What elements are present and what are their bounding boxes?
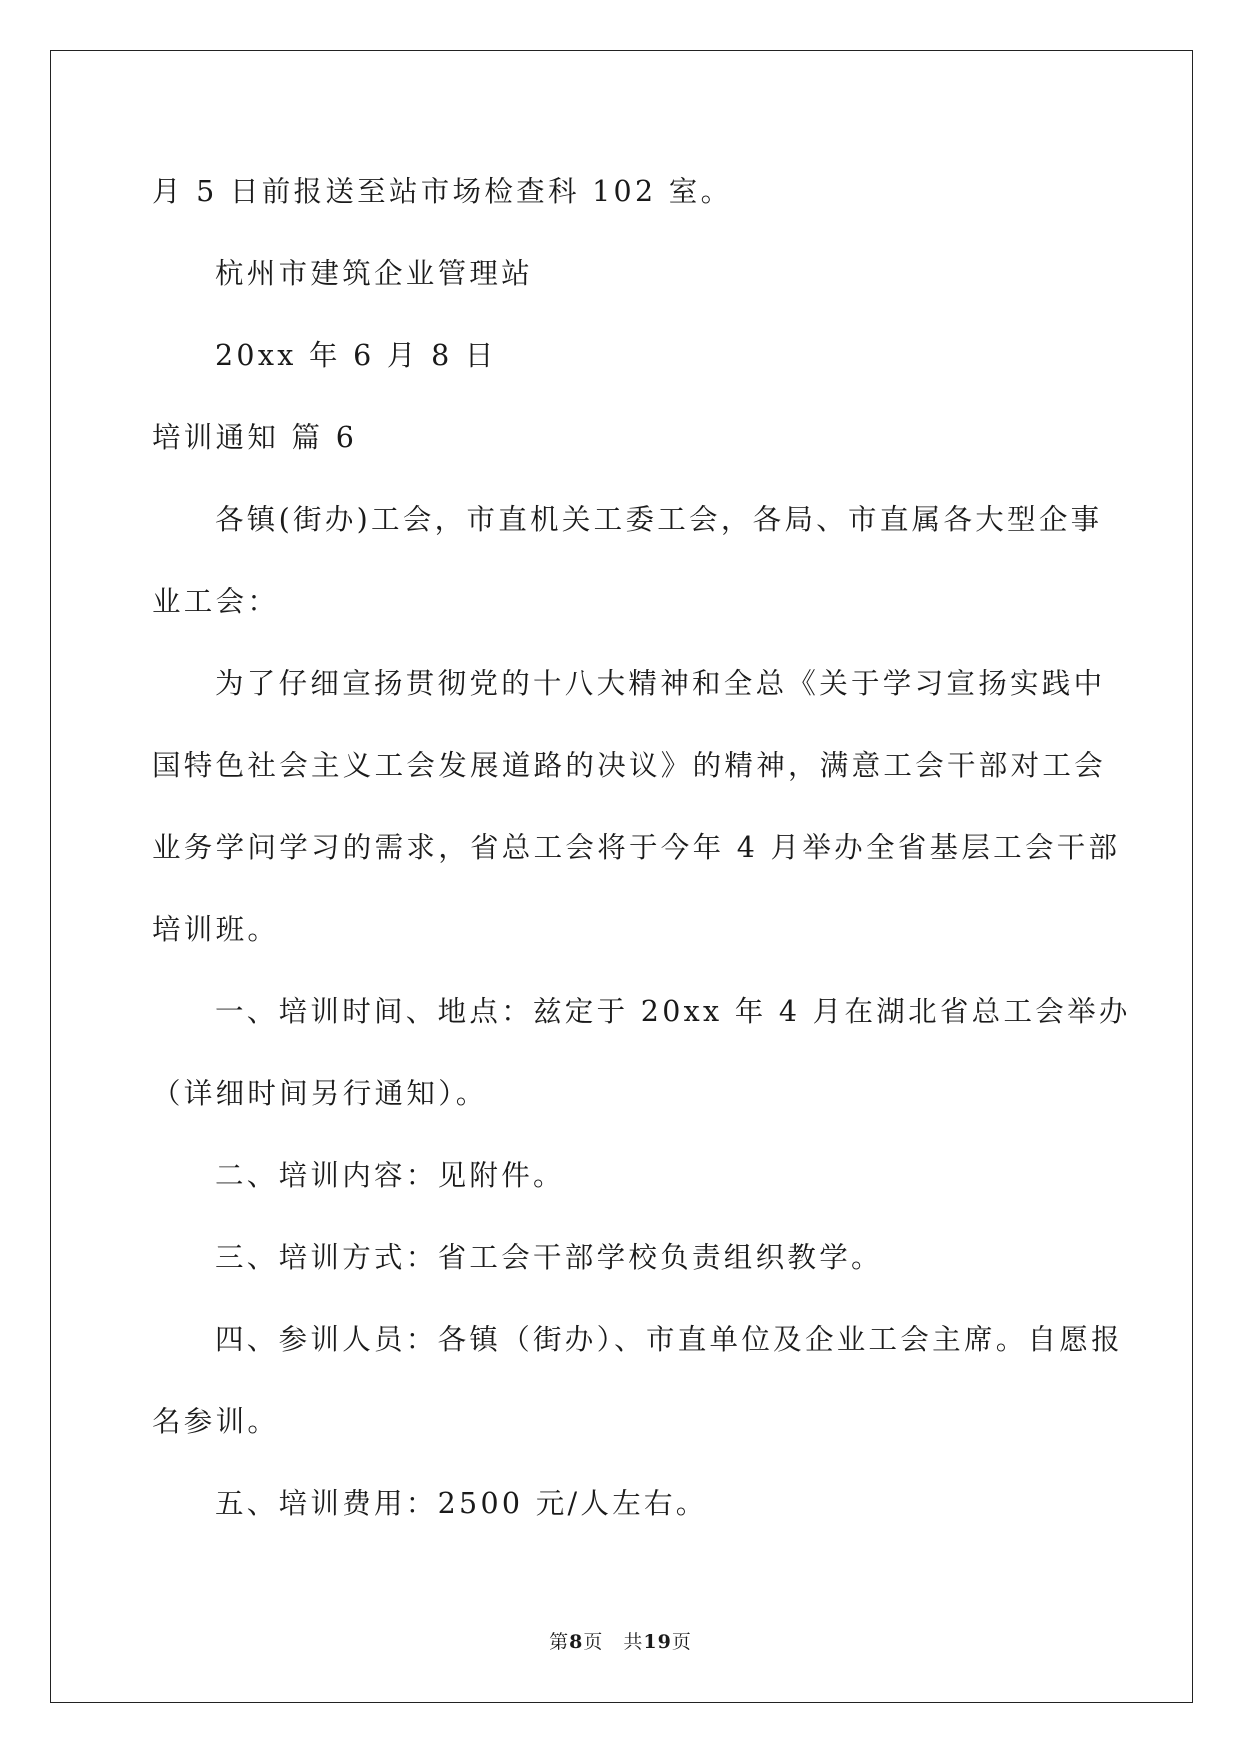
page-total: 19 <box>643 1631 672 1653</box>
total-prefix: 共 <box>623 1631 644 1653</box>
paragraph-line: 名参训。 <box>152 1405 280 1438</box>
paragraph-line: 五、培训费用：2500 元/人左右。 <box>215 1487 708 1520</box>
page-prefix: 第 <box>549 1631 570 1653</box>
page-footer <box>0 1627 1241 1654</box>
issuer-name: 杭州市建筑企业管理站 <box>215 257 534 290</box>
paragraph-line: 业务学问学习的需求，省总工会将于今年 4 月举办全省基层工会干部 <box>152 831 1121 864</box>
paragraph-line: 四、参训人员：各镇（街办）、市直单位及企业工会主席。自愿报 <box>215 1323 1123 1356</box>
paragraph-line: 三、培训方式：省工会干部学校负责组织教学。 <box>215 1241 883 1274</box>
paragraph-line: 业工会： <box>152 585 280 618</box>
paragraph-line: （详细时间另行通知）。 <box>152 1077 488 1110</box>
section-heading: 培训通知 篇 6 <box>152 421 358 454</box>
paragraph-line: 一、培训时间、地点：兹定于 20xx 年 4 月在湖北省总工会举办 <box>215 995 1131 1028</box>
total-suffix: 页 <box>671 1631 692 1653</box>
page-suffix: 页 <box>583 1631 604 1653</box>
paragraph-line: 各镇(街办)工会，市直机关工委工会，各局、市直属各大型企事 <box>215 503 1103 536</box>
paragraph-line: 国特色社会主义工会发展道路的决议》的精神，满意工会干部对工会 <box>152 749 1107 782</box>
page-current: 8 <box>569 1631 584 1653</box>
paragraph-line: 二、培训内容：见附件。 <box>215 1159 565 1192</box>
document-body <box>152 163 1131 1557</box>
paragraph-line: 为了仔细宣扬贯彻党的十八大精神和全总《关于学习宣扬实践中 <box>215 667 1106 700</box>
paragraph-line: 培训班。 <box>152 913 280 946</box>
paragraph-line: 月 5 日前报送至站市场检查科 102 室。 <box>152 175 733 208</box>
issue-date: 20xx 年 6 月 8 日 <box>215 339 497 372</box>
